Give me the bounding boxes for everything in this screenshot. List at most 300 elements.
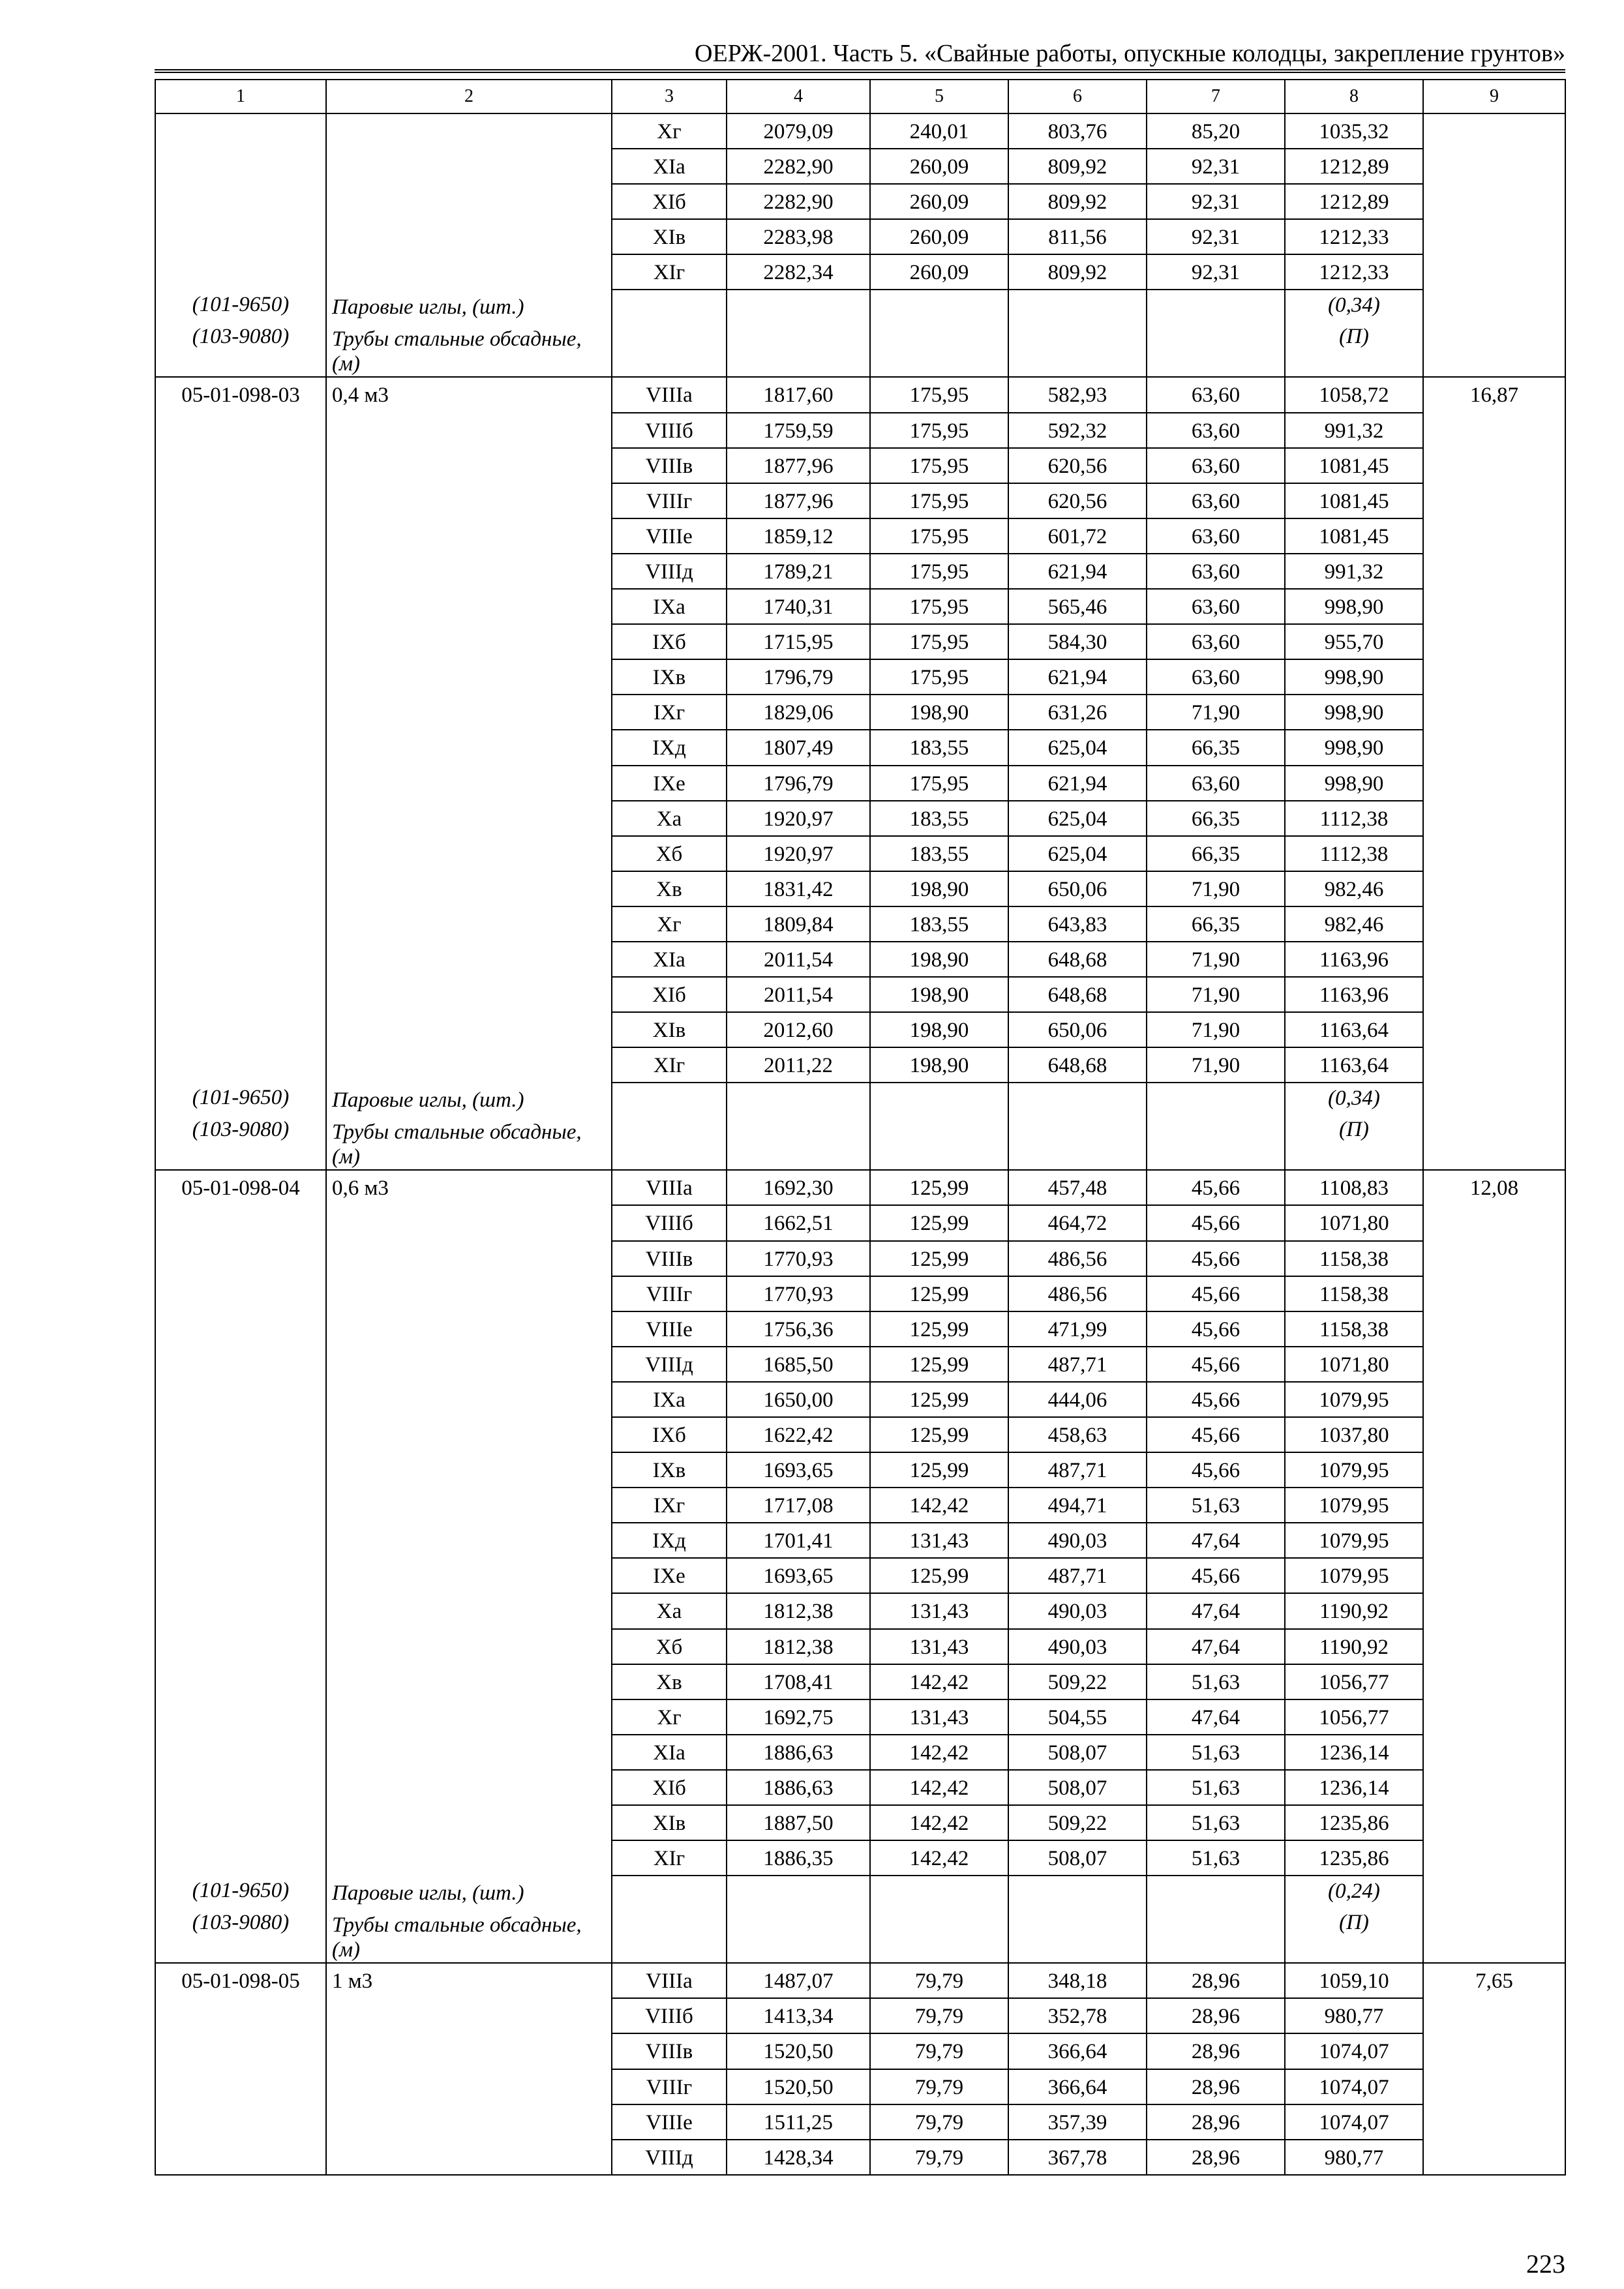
cell-c4: 1693,65	[727, 1558, 870, 1593]
cell-c4: 1812,38	[727, 1593, 870, 1628]
rate-code	[155, 483, 326, 518]
resource-value: (П)	[1285, 1908, 1423, 1963]
rate-code	[155, 448, 326, 483]
table-row	[155, 1770, 1565, 1805]
cell-c3: XIг	[612, 1840, 727, 1876]
resource-value: (П)	[1285, 1115, 1423, 1170]
page-number: 223	[1526, 2249, 1565, 2279]
cell-c3: VIIIв	[612, 448, 727, 483]
rate-name	[326, 413, 612, 448]
cell-c5: 175,95	[870, 483, 1008, 518]
cell-c5: 198,90	[870, 1047, 1008, 1083]
cell-c7: 63,60	[1147, 766, 1285, 801]
rate-code	[155, 730, 326, 765]
cell-c7: 51,63	[1147, 1840, 1285, 1876]
rate-name	[326, 1593, 612, 1628]
table-row	[155, 1047, 1565, 1083]
cell-c5: 79,79	[870, 2104, 1008, 2140]
cell-c6: 508,07	[1008, 1735, 1147, 1770]
cell-c4: 1708,41	[727, 1664, 870, 1699]
cell-c6: 444,06	[1008, 1382, 1147, 1417]
cell-c8: 1163,64	[1285, 1012, 1423, 1047]
table-row	[155, 1593, 1565, 1628]
cell-c7: 63,60	[1147, 659, 1285, 695]
cell-c7: 66,35	[1147, 836, 1285, 871]
rate-code	[155, 906, 326, 942]
rate-col9	[1423, 1452, 1565, 1488]
cell-c4: 1693,65	[727, 1452, 870, 1488]
cell-c5: 131,43	[870, 1523, 1008, 1558]
empty-cell	[612, 1115, 727, 1170]
rate-name	[326, 184, 612, 219]
empty-cell	[1423, 1908, 1565, 1963]
rate-col9	[1423, 149, 1565, 184]
cell-c7: 28,96	[1147, 2033, 1285, 2069]
cell-c7: 51,63	[1147, 1488, 1285, 1523]
table-row	[155, 113, 1565, 149]
cell-c5: 142,42	[870, 1488, 1008, 1523]
cell-c4: 2282,90	[727, 184, 870, 219]
cell-c6: 648,68	[1008, 1047, 1147, 1083]
empty-cell	[1423, 1083, 1565, 1115]
rate-col9	[1423, 1523, 1565, 1558]
rate-col9	[1423, 1593, 1565, 1628]
table-row	[155, 801, 1565, 836]
rate-code: 05-01-098-05	[155, 1963, 326, 1998]
cell-c8: 1212,89	[1285, 184, 1423, 219]
cell-c3: Xг	[612, 1699, 727, 1735]
empty-cell	[1423, 290, 1565, 322]
table-row	[155, 483, 1565, 518]
rate-name	[326, 766, 612, 801]
table-row	[155, 554, 1565, 589]
cell-c7: 45,66	[1147, 1241, 1285, 1276]
cell-c7: 71,90	[1147, 977, 1285, 1012]
cell-c3: Xг	[612, 113, 727, 149]
cell-c5: 260,09	[870, 149, 1008, 184]
cell-c4: 1887,50	[727, 1805, 870, 1840]
rate-code	[155, 2069, 326, 2104]
cell-c8: 982,46	[1285, 871, 1423, 906]
cell-c3: VIIIе	[612, 2104, 727, 2140]
cell-c3: Xг	[612, 906, 727, 942]
cell-c3: XIа	[612, 1735, 727, 1770]
cell-c6: 601,72	[1008, 518, 1147, 554]
cell-c8: 1158,38	[1285, 1241, 1423, 1276]
rate-name	[326, 1998, 612, 2033]
cell-c7: 92,31	[1147, 219, 1285, 254]
table-row	[155, 2033, 1565, 2069]
rate-code	[155, 184, 326, 219]
rate-col9	[1423, 589, 1565, 624]
empty-cell	[1008, 1115, 1147, 1170]
table-row	[155, 871, 1565, 906]
table-row	[155, 1735, 1565, 1770]
rate-name	[326, 801, 612, 836]
cell-c8: 1079,95	[1285, 1452, 1423, 1488]
cell-c6: 508,07	[1008, 1770, 1147, 1805]
cell-c8: 1056,77	[1285, 1664, 1423, 1699]
cell-c5: 175,95	[870, 413, 1008, 448]
cell-c4: 1715,95	[727, 624, 870, 659]
cell-c8: 1158,38	[1285, 1276, 1423, 1311]
cell-c3: VIIIг	[612, 2069, 727, 2104]
rate-col9	[1423, 413, 1565, 448]
cell-c3: IXд	[612, 1523, 727, 1558]
cell-c6: 565,46	[1008, 589, 1147, 624]
cell-c7: 63,60	[1147, 518, 1285, 554]
table-row	[155, 836, 1565, 871]
table-row	[155, 1347, 1565, 1382]
cell-c3: XIа	[612, 942, 727, 977]
empty-cell	[1147, 1908, 1285, 1963]
rate-name	[326, 448, 612, 483]
cell-c8: 998,90	[1285, 695, 1423, 730]
resource-name	[326, 322, 612, 377]
cell-c6: 625,04	[1008, 836, 1147, 871]
cell-c5: 183,55	[870, 730, 1008, 765]
column-header: 7	[1147, 80, 1285, 113]
column-header: 8	[1285, 80, 1423, 113]
cell-c6: 631,26	[1008, 695, 1147, 730]
cell-c8: 1158,38	[1285, 1311, 1423, 1347]
empty-cell	[870, 1115, 1008, 1170]
cell-c3: VIIIг	[612, 483, 727, 518]
resource-name-text: Паровые иглы, (шт.)	[332, 1088, 524, 1113]
column-header-row	[155, 80, 1565, 113]
cell-c3: VIIIд	[612, 554, 727, 589]
empty-cell	[870, 322, 1008, 377]
resource-name-text: Паровые иглы, (шт.)	[332, 295, 524, 320]
resource-name-text: Трубы стальные обсадные, (м)	[332, 1913, 582, 1962]
rate-col9	[1423, 1012, 1565, 1047]
cell-c8: 1079,95	[1285, 1523, 1423, 1558]
table-row	[155, 254, 1565, 290]
cell-c7: 28,96	[1147, 2069, 1285, 2104]
rate-col9	[1423, 1488, 1565, 1523]
empty-cell	[1008, 1083, 1147, 1115]
cell-c7: 47,64	[1147, 1629, 1285, 1664]
cell-c6: 648,68	[1008, 942, 1147, 977]
rate-col9	[1423, 871, 1565, 906]
rate-col9	[1423, 766, 1565, 801]
rate-col9	[1423, 695, 1565, 730]
table-row	[155, 659, 1565, 695]
cell-c6: 584,30	[1008, 624, 1147, 659]
cell-c5: 142,42	[870, 1735, 1008, 1770]
rate-name	[326, 1735, 612, 1770]
cell-c8: 1079,95	[1285, 1558, 1423, 1593]
cell-c8: 1074,07	[1285, 2069, 1423, 2104]
table-row	[155, 377, 1565, 412]
cell-c8: 1112,38	[1285, 801, 1423, 836]
cell-c8: 1056,77	[1285, 1699, 1423, 1735]
rate-code	[155, 254, 326, 290]
rate-name	[326, 836, 612, 871]
cell-c4: 1796,79	[727, 659, 870, 695]
table-row	[155, 1558, 1565, 1593]
rate-code	[155, 1558, 326, 1593]
rate-name	[326, 219, 612, 254]
cell-c3: Xв	[612, 1664, 727, 1699]
rate-col9	[1423, 1276, 1565, 1311]
cell-c5: 79,79	[870, 2140, 1008, 2175]
cell-c7: 47,64	[1147, 1593, 1285, 1628]
rate-name	[326, 1452, 612, 1488]
table-row	[155, 589, 1565, 624]
cell-c3: XIа	[612, 149, 727, 184]
cell-c5: 175,95	[870, 659, 1008, 695]
resource-name	[326, 1908, 612, 1963]
empty-cell	[1147, 290, 1285, 322]
rate-name	[326, 1629, 612, 1664]
cell-c5: 142,42	[870, 1805, 1008, 1840]
rate-code	[155, 1593, 326, 1628]
rate-code	[155, 1488, 326, 1523]
cell-c3: Xа	[612, 801, 727, 836]
cell-c3: IXг	[612, 1488, 727, 1523]
rate-code	[155, 1664, 326, 1699]
cell-c5: 183,55	[870, 801, 1008, 836]
rate-code	[155, 1347, 326, 1382]
cell-c8: 1163,96	[1285, 942, 1423, 977]
rate-col9	[1423, 2140, 1565, 2175]
cell-c8: 980,77	[1285, 2140, 1423, 2175]
cell-c3: XIг	[612, 1047, 727, 1083]
table-row	[155, 2140, 1565, 2175]
cell-c8: 1081,45	[1285, 483, 1423, 518]
cell-c7: 45,66	[1147, 1558, 1285, 1593]
rate-col9	[1423, 1311, 1565, 1347]
rate-code: 05-01-098-04	[155, 1170, 326, 1205]
rate-code	[155, 871, 326, 906]
cell-c8: 1190,92	[1285, 1593, 1423, 1628]
table-row	[155, 1012, 1565, 1047]
rate-code	[155, 2033, 326, 2069]
rate-code	[155, 1452, 326, 1488]
cell-c3: XIв	[612, 219, 727, 254]
rate-code	[155, 1629, 326, 1664]
resource-code: (103-9080)	[155, 1908, 326, 1963]
rate-col9	[1423, 730, 1565, 765]
column-header: 9	[1423, 80, 1565, 113]
resource-name-text: Трубы стальные обсадные, (м)	[332, 1120, 582, 1169]
cell-c4: 2079,09	[727, 113, 870, 149]
cell-c5: 260,09	[870, 184, 1008, 219]
cell-c4: 1920,97	[727, 836, 870, 871]
cell-c7: 92,31	[1147, 184, 1285, 219]
cell-c6: 648,68	[1008, 977, 1147, 1012]
rate-col9	[1423, 1558, 1565, 1593]
cell-c6: 643,83	[1008, 906, 1147, 942]
cell-c3: VIIIд	[612, 2140, 727, 2175]
cell-c4: 2282,90	[727, 149, 870, 184]
cell-c5: 125,99	[870, 1276, 1008, 1311]
cell-c3: Xб	[612, 1629, 727, 1664]
cell-c5: 79,79	[870, 2033, 1008, 2069]
rate-name	[326, 1347, 612, 1382]
cell-c3: XIб	[612, 1770, 727, 1805]
rate-name	[326, 149, 612, 184]
cell-c3: IXб	[612, 1417, 727, 1452]
cell-c4: 1789,21	[727, 554, 870, 589]
column-header: 3	[612, 80, 727, 113]
cell-c5: 125,99	[870, 1417, 1008, 1452]
cell-c4: 1831,42	[727, 871, 870, 906]
cell-c4: 1428,34	[727, 2140, 870, 2175]
cell-c4: 1413,34	[727, 1998, 870, 2033]
rate-name	[326, 2069, 612, 2104]
rate-name: 1 м3	[326, 1963, 612, 1998]
column-header: 5	[870, 80, 1008, 113]
rate-name	[326, 1205, 612, 1240]
cell-c5: 79,79	[870, 1963, 1008, 1998]
table-row	[155, 766, 1565, 801]
table-row	[155, 730, 1565, 765]
cell-c4: 1859,12	[727, 518, 870, 554]
table-row	[155, 624, 1565, 659]
cell-c4: 1877,96	[727, 448, 870, 483]
cell-c7: 45,66	[1147, 1170, 1285, 1205]
cell-c4: 2011,54	[727, 977, 870, 1012]
table-row	[155, 2104, 1565, 2140]
cell-c4: 1812,38	[727, 1629, 870, 1664]
table-row	[155, 1205, 1565, 1240]
rate-name	[326, 1664, 612, 1699]
cell-c8: 982,46	[1285, 906, 1423, 942]
cell-c3: VIIIе	[612, 518, 727, 554]
cell-c5: 175,95	[870, 624, 1008, 659]
cell-c6: 803,76	[1008, 113, 1147, 149]
cell-c7: 63,60	[1147, 624, 1285, 659]
empty-cell	[612, 1876, 727, 1908]
empty-cell	[612, 290, 727, 322]
cell-c3: IXа	[612, 589, 727, 624]
cell-c4: 1701,41	[727, 1523, 870, 1558]
rate-name	[326, 1699, 612, 1735]
cell-c7: 45,66	[1147, 1452, 1285, 1488]
cell-c8: 1071,80	[1285, 1347, 1423, 1382]
cell-c3: XIб	[612, 977, 727, 1012]
cell-c4: 1829,06	[727, 695, 870, 730]
rate-code	[155, 624, 326, 659]
cell-c7: 92,31	[1147, 149, 1285, 184]
empty-cell	[1147, 1876, 1285, 1908]
cell-c5: 142,42	[870, 1770, 1008, 1805]
cell-c3: Xв	[612, 871, 727, 906]
cell-c8: 1081,45	[1285, 518, 1423, 554]
cell-c4: 2012,60	[727, 1012, 870, 1047]
cell-c7: 63,60	[1147, 448, 1285, 483]
cell-c7: 51,63	[1147, 1770, 1285, 1805]
rate-col9	[1423, 1382, 1565, 1417]
cell-c7: 66,35	[1147, 730, 1285, 765]
cell-c3: VIIIв	[612, 2033, 727, 2069]
rate-col9	[1423, 624, 1565, 659]
rate-code	[155, 589, 326, 624]
rate-name	[326, 624, 612, 659]
cell-c8: 1235,86	[1285, 1805, 1423, 1840]
rate-code	[155, 659, 326, 695]
rate-col9	[1423, 801, 1565, 836]
rate-name	[326, 1770, 612, 1805]
table-row	[155, 977, 1565, 1012]
cell-c3: IXб	[612, 624, 727, 659]
cell-c6: 490,03	[1008, 1629, 1147, 1664]
rate-name	[326, 113, 612, 149]
cell-c4: 1920,97	[727, 801, 870, 836]
cell-c4: 1662,51	[727, 1205, 870, 1240]
rate-col9	[1423, 184, 1565, 219]
table-row	[155, 906, 1565, 942]
cell-c6: 625,04	[1008, 801, 1147, 836]
cell-c7: 71,90	[1147, 1012, 1285, 1047]
cell-c6: 357,39	[1008, 2104, 1147, 2140]
cell-c8: 980,77	[1285, 1998, 1423, 2033]
rate-name	[326, 1417, 612, 1452]
cell-c8: 998,90	[1285, 659, 1423, 695]
cell-c7: 92,31	[1147, 254, 1285, 290]
rate-name	[326, 1382, 612, 1417]
cell-c6: 487,71	[1008, 1347, 1147, 1382]
cell-c8: 991,32	[1285, 413, 1423, 448]
rate-code	[155, 1523, 326, 1558]
cell-c5: 79,79	[870, 1998, 1008, 2033]
table-row	[155, 1276, 1565, 1311]
cell-c5: 175,95	[870, 518, 1008, 554]
rate-col9	[1423, 1347, 1565, 1382]
cell-c7: 63,60	[1147, 413, 1285, 448]
empty-cell	[612, 1083, 727, 1115]
rate-col9	[1423, 254, 1565, 290]
cell-c8: 1079,95	[1285, 1382, 1423, 1417]
cell-c6: 494,71	[1008, 1488, 1147, 1523]
rate-name	[326, 695, 612, 730]
cell-c4: 2011,54	[727, 942, 870, 977]
rate-code	[155, 1241, 326, 1276]
rate-name	[326, 1558, 612, 1593]
rate-name	[326, 730, 612, 765]
empty-cell	[612, 1908, 727, 1963]
cell-c3: IXе	[612, 766, 727, 801]
resource-value: (0,34)	[1285, 290, 1423, 322]
cell-c3: VIIIе	[612, 1311, 727, 1347]
cell-c6: 625,04	[1008, 730, 1147, 765]
cell-c5: 125,99	[870, 1558, 1008, 1593]
rate-name	[326, 1488, 612, 1523]
empty-cell	[727, 1083, 870, 1115]
cell-c6: 509,22	[1008, 1805, 1147, 1840]
cell-c4: 1717,08	[727, 1488, 870, 1523]
resource-code: (101-9650)	[155, 1876, 326, 1908]
cell-c6: 650,06	[1008, 871, 1147, 906]
cell-c7: 45,66	[1147, 1276, 1285, 1311]
rate-col9	[1423, 1805, 1565, 1840]
cell-c8: 998,90	[1285, 730, 1423, 765]
rate-code	[155, 1805, 326, 1840]
cell-c8: 1236,14	[1285, 1770, 1423, 1805]
rate-name	[326, 942, 612, 977]
resource-name	[326, 290, 612, 322]
column-header: 4	[727, 80, 870, 113]
rate-col9	[1423, 219, 1565, 254]
cell-c6: 620,56	[1008, 448, 1147, 483]
cell-c4: 1877,96	[727, 483, 870, 518]
rate-code	[155, 518, 326, 554]
rate-col9: 12,08	[1423, 1170, 1565, 1205]
rate-code	[155, 695, 326, 730]
cell-c4: 1756,36	[727, 1311, 870, 1347]
